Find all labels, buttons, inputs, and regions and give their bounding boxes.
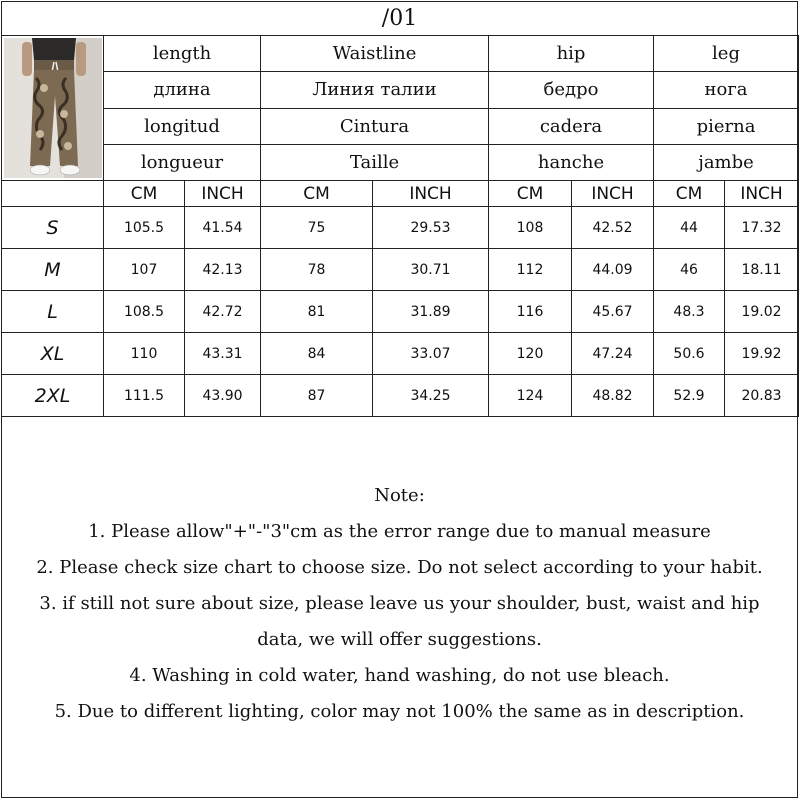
note-line: 1. Please allow"+"-"3"cm as the error range due to manual measure — [88, 521, 711, 542]
table-row — [2, 207, 799, 249]
table-cell: 19.02 — [725, 291, 799, 333]
unit-label: INCH — [572, 181, 654, 207]
table-cell: 108 — [489, 207, 572, 249]
table-cell: 112 — [489, 249, 572, 291]
header-leg-fr: jambe — [654, 144, 799, 180]
unit-label: INCH — [373, 181, 489, 207]
chart-title-text: /01 — [381, 5, 418, 31]
size-table — [1, 35, 799, 417]
table-cell: 43.31 — [185, 333, 261, 375]
header-waist-en: Waistline — [261, 36, 489, 72]
unit-label: CM — [489, 181, 572, 207]
header-length-fr: longueur — [104, 144, 261, 180]
product-photo-cell — [2, 36, 104, 181]
table-cell: 20.83 — [725, 375, 799, 417]
table-cell: 47.24 — [572, 333, 654, 375]
unit-label: INCH — [725, 181, 799, 207]
header-length-ru: длина — [104, 72, 261, 108]
table-cell: 46 — [654, 249, 725, 291]
header-leg-ru: нога — [654, 72, 799, 108]
table-cell: 107 — [104, 249, 185, 291]
table-cell: 42.52 — [572, 207, 654, 249]
table-cell: 44 — [654, 207, 725, 249]
header-length-es: longitud — [104, 108, 261, 144]
header-hip-fr: hanche — [489, 144, 654, 180]
table-cell: 48.3 — [654, 291, 725, 333]
table-cell: 81 — [261, 291, 373, 333]
table-row — [2, 291, 799, 333]
header-row-en — [2, 36, 799, 72]
table-cell: 87 — [261, 375, 373, 417]
size-label: S — [2, 207, 104, 249]
table-cell: 78 — [261, 249, 373, 291]
chart-title — [1, 1, 798, 36]
table-row — [2, 333, 799, 375]
table-row — [2, 249, 799, 291]
table-cell: 84 — [261, 333, 373, 375]
size-label: L — [2, 291, 104, 333]
header-hip-ru: бедро — [489, 72, 654, 108]
header-leg-en: leg — [654, 36, 799, 72]
header-row-ru — [2, 72, 799, 108]
header-waist-fr: Taille — [261, 144, 489, 180]
table-cell: 48.82 — [572, 375, 654, 417]
table-cell: 34.25 — [373, 375, 489, 417]
header-length-en: length — [104, 36, 261, 72]
header-row-fr — [2, 144, 799, 180]
unit-label: CM — [104, 181, 185, 207]
header-leg-es: pierna — [654, 108, 799, 144]
unit-label: CM — [654, 181, 725, 207]
table-cell: 29.53 — [373, 207, 489, 249]
table-cell: 52.9 — [654, 375, 725, 417]
table-cell: 17.32 — [725, 207, 799, 249]
table-cell: 18.11 — [725, 249, 799, 291]
note-line: data, we will offer suggestions. — [257, 629, 542, 650]
table-cell: 30.71 — [373, 249, 489, 291]
header-waist-ru: Линия талии — [261, 72, 489, 108]
note-line: 3. if still not sure about size, please leave us your shoulder, bust, waist and hip — [39, 593, 760, 614]
unit-label: INCH — [185, 181, 261, 207]
table-cell: 75 — [261, 207, 373, 249]
table-cell: 19.92 — [725, 333, 799, 375]
size-label: M — [2, 249, 104, 291]
table-cell: 43.90 — [185, 375, 261, 417]
note-line: 2. Please check size chart to choose size. Do not select according to your habit. — [36, 557, 763, 578]
table-cell: 33.07 — [373, 333, 489, 375]
notes-section — [1, 478, 798, 730]
table-cell: 44.09 — [572, 249, 654, 291]
table-cell: 105.5 — [104, 207, 185, 249]
note-line: 5. Due to different lighting, color may not 100% the same as in description. — [54, 701, 745, 722]
notes-heading: Note: — [374, 485, 425, 506]
header-row-es — [2, 108, 799, 144]
table-cell: 42.72 — [185, 291, 261, 333]
table-cell: 41.54 — [185, 207, 261, 249]
note-line: 4. Washing in cold water, hand washing, do not use bleach. — [129, 665, 670, 686]
units-blank-cell — [2, 181, 104, 207]
size-label: XL — [2, 333, 104, 375]
header-waist-es: Cintura — [261, 108, 489, 144]
table-cell: 116 — [489, 291, 572, 333]
table-cell: 111.5 — [104, 375, 185, 417]
table-cell: 120 — [489, 333, 572, 375]
header-hip-es: cadera — [489, 108, 654, 144]
table-cell: 50.6 — [654, 333, 725, 375]
table-cell: 45.67 — [572, 291, 654, 333]
table-row — [2, 375, 799, 417]
header-hip-en: hip — [489, 36, 654, 72]
size-label: 2XL — [2, 375, 104, 417]
unit-label: CM — [261, 181, 373, 207]
units-row — [2, 181, 799, 207]
table-cell: 110 — [104, 333, 185, 375]
table-cell: 108.5 — [104, 291, 185, 333]
table-cell: 31.89 — [373, 291, 489, 333]
table-cell: 124 — [489, 375, 572, 417]
product-photo — [4, 38, 102, 178]
table-cell: 42.13 — [185, 249, 261, 291]
